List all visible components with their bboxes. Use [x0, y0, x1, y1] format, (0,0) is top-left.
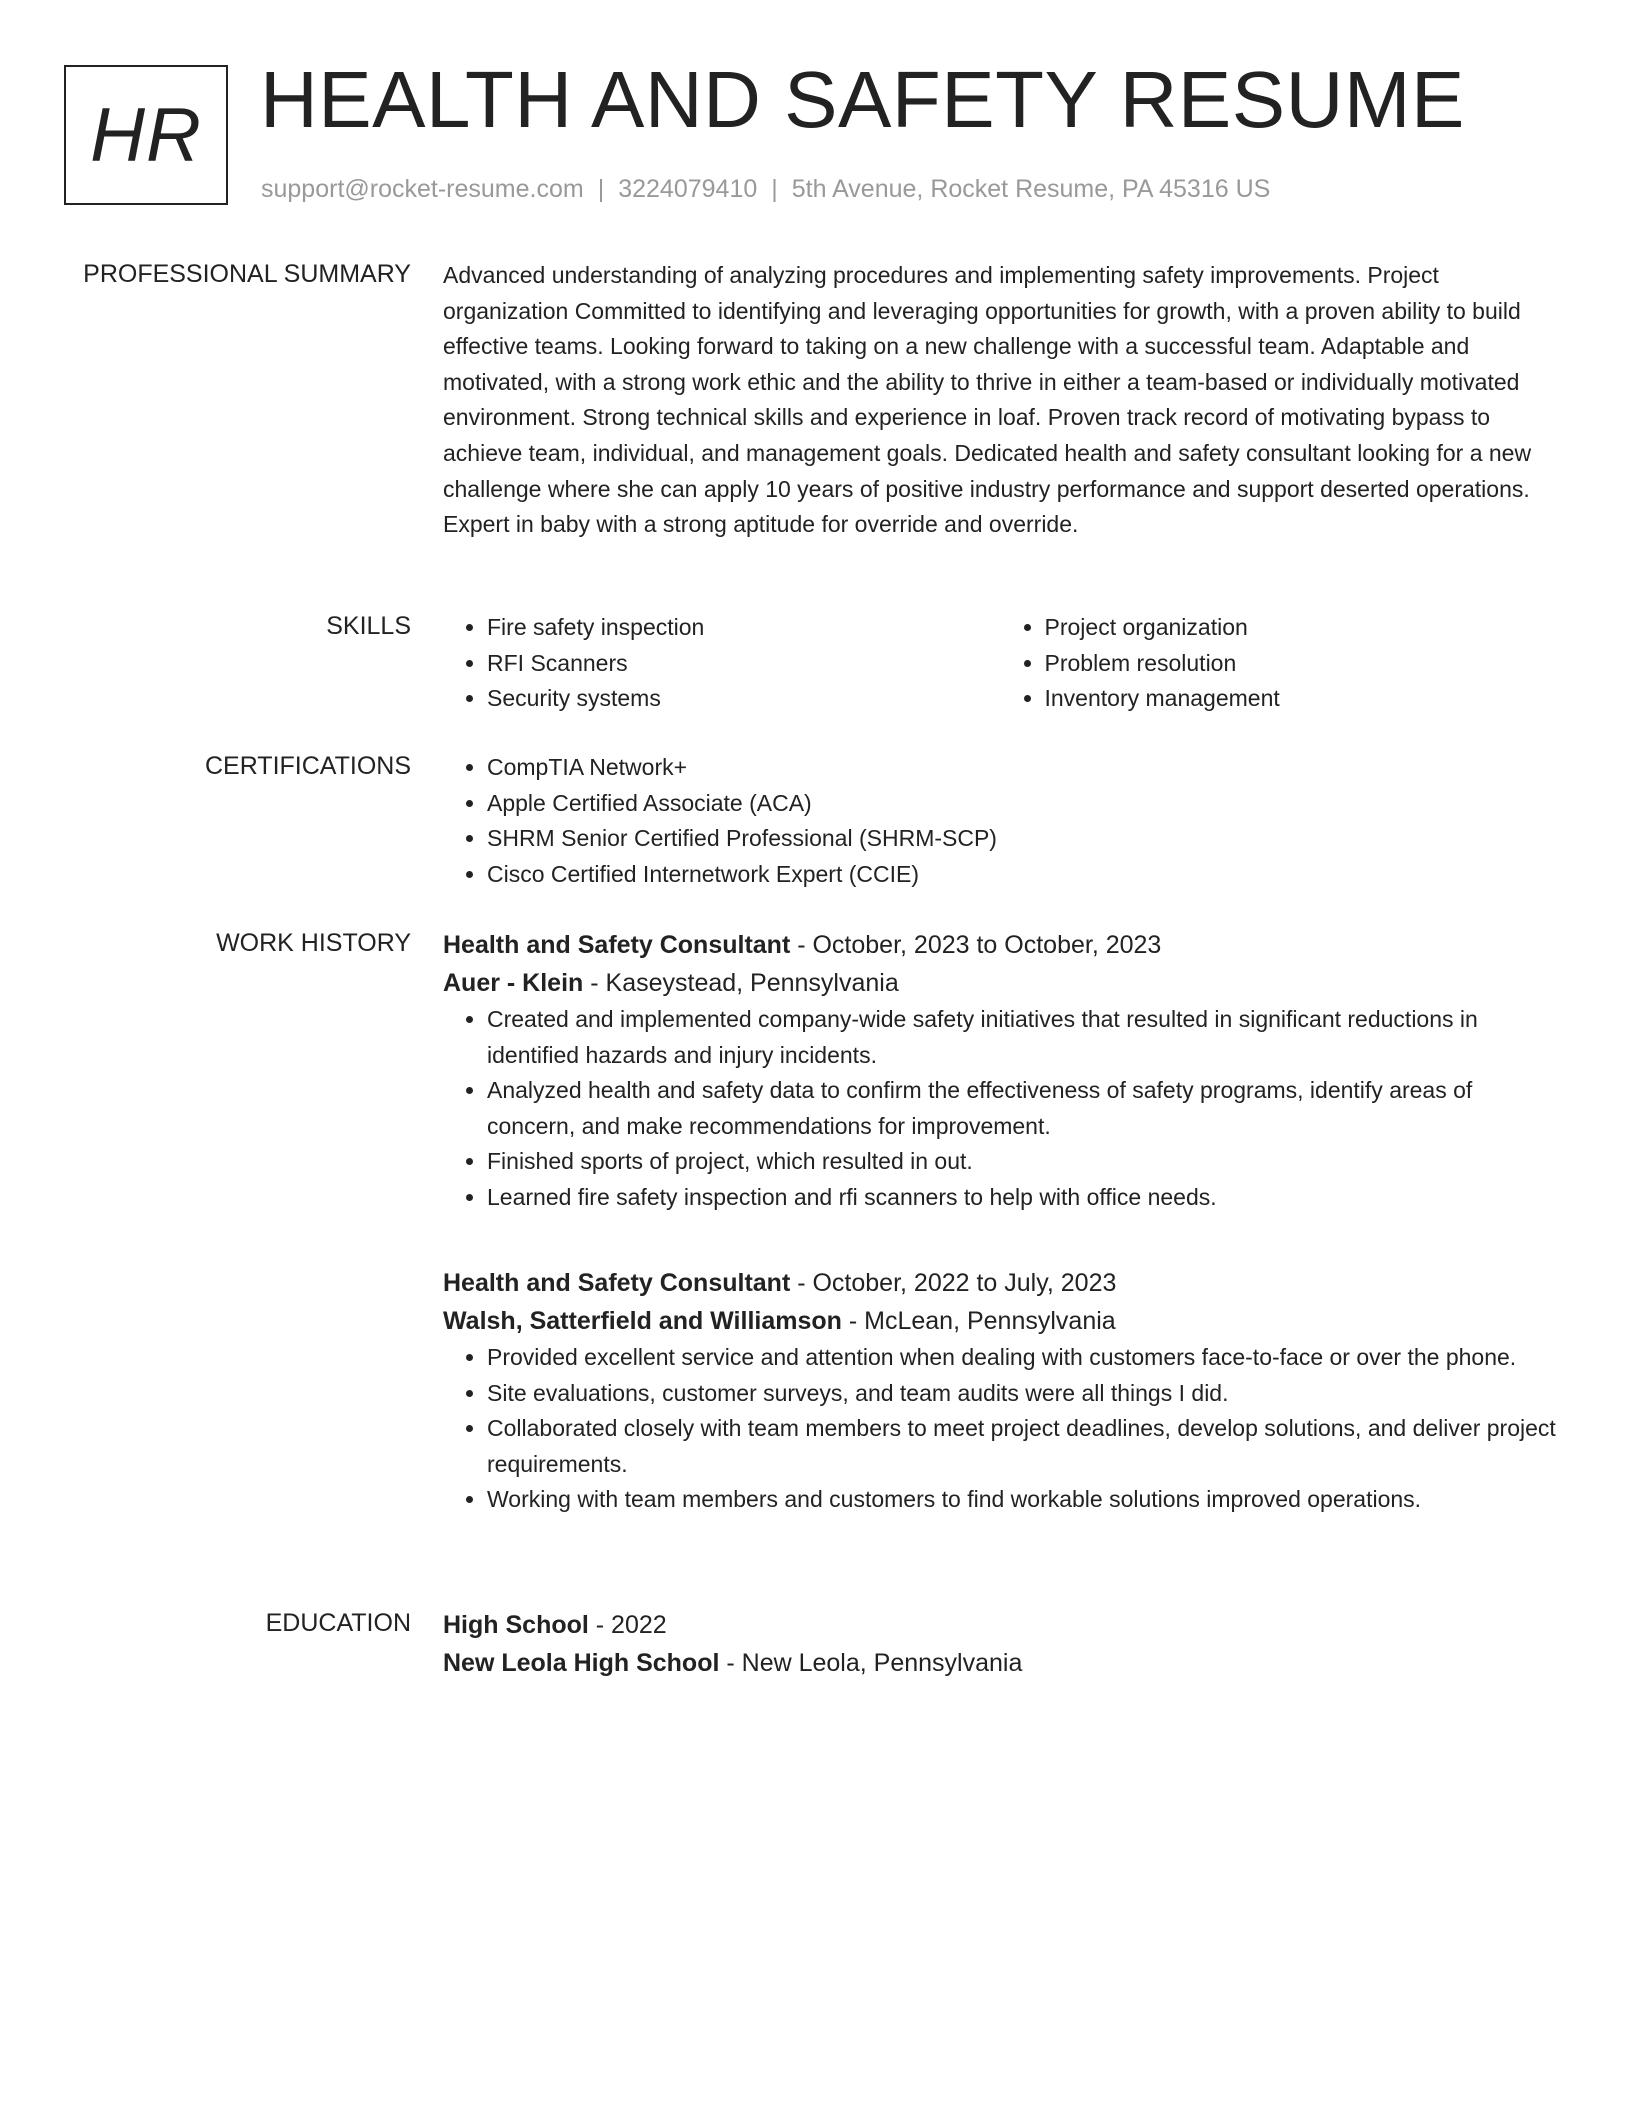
job-bullet-list	[443, 1002, 1558, 1216]
skill-item: • RFI Scanners	[487, 646, 1001, 682]
job-location: - McLean, Pennsylvania	[841, 1307, 1116, 1335]
skill-item: • Inventory management	[1045, 681, 1559, 717]
job-bullet: • Created and implemented company-wide safety initiatives that resulted in significant reductions in identified hazards and injury incidents.	[487, 1002, 1558, 1073]
section-label-education: EDUCATION	[265, 1609, 411, 1637]
certification-item: • Apple Certified Associate (ACA)	[487, 786, 1558, 822]
education-school: New Leola High School	[443, 1649, 720, 1677]
contact-separator: |	[771, 175, 778, 203]
education-body	[443, 1606, 1558, 1682]
contact-email: support@rocket-resume.com	[261, 175, 584, 203]
certification-item: • CompTIA Network+	[487, 750, 1558, 786]
certifications-body	[443, 750, 1558, 892]
summary-body	[443, 258, 1558, 543]
education-location: - New Leola, Pennsylvania	[719, 1649, 1023, 1677]
education-year: - 2022	[588, 1611, 667, 1639]
section-label-summary: PROFESSIONAL SUMMARY	[83, 260, 411, 288]
job-company: Auer - Klein	[443, 969, 584, 997]
job-bullet: • Analyzed health and safety data to confirm the effectiveness of safety programs, identify areas of concern, and make recommendations for improvement.	[487, 1073, 1558, 1144]
certification-item: • Cisco Certified Internetwork Expert (CCIE)	[487, 857, 1558, 893]
section-label-work-history: WORK HISTORY	[216, 929, 411, 957]
section-label-certifications: CERTIFICATIONS	[204, 752, 411, 780]
skill-item: • Fire safety inspection	[487, 610, 1001, 646]
contact-address: 5th Avenue, Rocket Resume, PA 45316 US	[791, 175, 1271, 203]
job-bullet: • Finished sports of project, which resulted in out.	[487, 1144, 1558, 1180]
job-company-line	[443, 1302, 1558, 1340]
job-bullet: • Collaborated closely with team members to meet project deadlines, develop solutions, and deliver project requirements.	[487, 1411, 1558, 1482]
resume-title: HEALTH AND SAFETY RESUME	[260, 55, 1465, 144]
job-bullet: • Provided excellent service and attention when dealing with customers face-to-face or over the phone.	[487, 1340, 1558, 1376]
job-entry	[443, 926, 1558, 1216]
work-history-body	[443, 926, 1558, 1513]
job-title-line	[443, 926, 1558, 964]
education-degree-line	[443, 1606, 1558, 1644]
job-entry	[443, 1264, 1558, 1518]
contact-line	[261, 172, 1270, 206]
monogram-box	[64, 65, 228, 205]
job-company: Walsh, Satterfield and Williamson	[443, 1307, 842, 1335]
skills-list-right	[1001, 610, 1559, 717]
job-bullet: • Working with team members and customers to find workable solutions improved operations.	[487, 1482, 1558, 1518]
job-company-line	[443, 964, 1558, 1002]
skill-item: • Security systems	[487, 681, 1001, 717]
job-title: Health and Safety Consultant	[443, 931, 791, 959]
contact-phone: 3224079410	[618, 175, 758, 203]
summary-text: Advanced understanding of analyzing procedures and implementing safety improvements. Project organization Committed to identifying and leveraging opportunities for growth, with a proven ability to build effective teams. Looking forward to taking on a new challenge with a successful team. Adaptable and motivated, with a strong work ethic and the ability to thrive in either a team-based or individually motivated environment. Strong technical skills and experience in loaf. Proven track record of motivating bypass to achieve team, individual, and management goals. Dedicated health and safety consultant looking for a new challenge where she can apply 10 years of positive industry performance and support deserted operations. Expert in baby with a strong aptitude for override and override.	[443, 262, 1532, 538]
skills-columns	[443, 610, 1558, 717]
skills-list-left	[443, 610, 1001, 717]
certifications-list	[443, 750, 1558, 892]
certification-item: • SHRM Senior Certified Professional (SHRM-SCP)	[487, 821, 1558, 857]
education-degree: High School	[443, 1611, 589, 1639]
education-school-line	[443, 1644, 1558, 1682]
job-location: - Kaseystead, Pennsylvania	[583, 969, 899, 997]
skill-item: • Project organization	[1045, 610, 1559, 646]
job-dates: - October, 2023 to October, 2023	[790, 931, 1162, 959]
skills-body	[443, 610, 1558, 717]
skill-item: • Problem resolution	[1045, 646, 1559, 682]
job-title-line	[443, 1264, 1558, 1302]
contact-separator: |	[597, 175, 605, 203]
job-bullet-list	[443, 1340, 1558, 1518]
job-dates: - October, 2022 to July, 2023	[790, 1269, 1117, 1297]
job-bullet: • Learned fire safety inspection and rfi scanners to help with office needs.	[487, 1180, 1558, 1216]
job-title: Health and Safety Consultant	[443, 1269, 791, 1297]
monogram-initials: HR	[90, 92, 202, 178]
job-bullet: • Site evaluations, customer surveys, and team audits were all things I did.	[487, 1376, 1558, 1412]
section-label-skills: SKILLS	[326, 612, 411, 640]
